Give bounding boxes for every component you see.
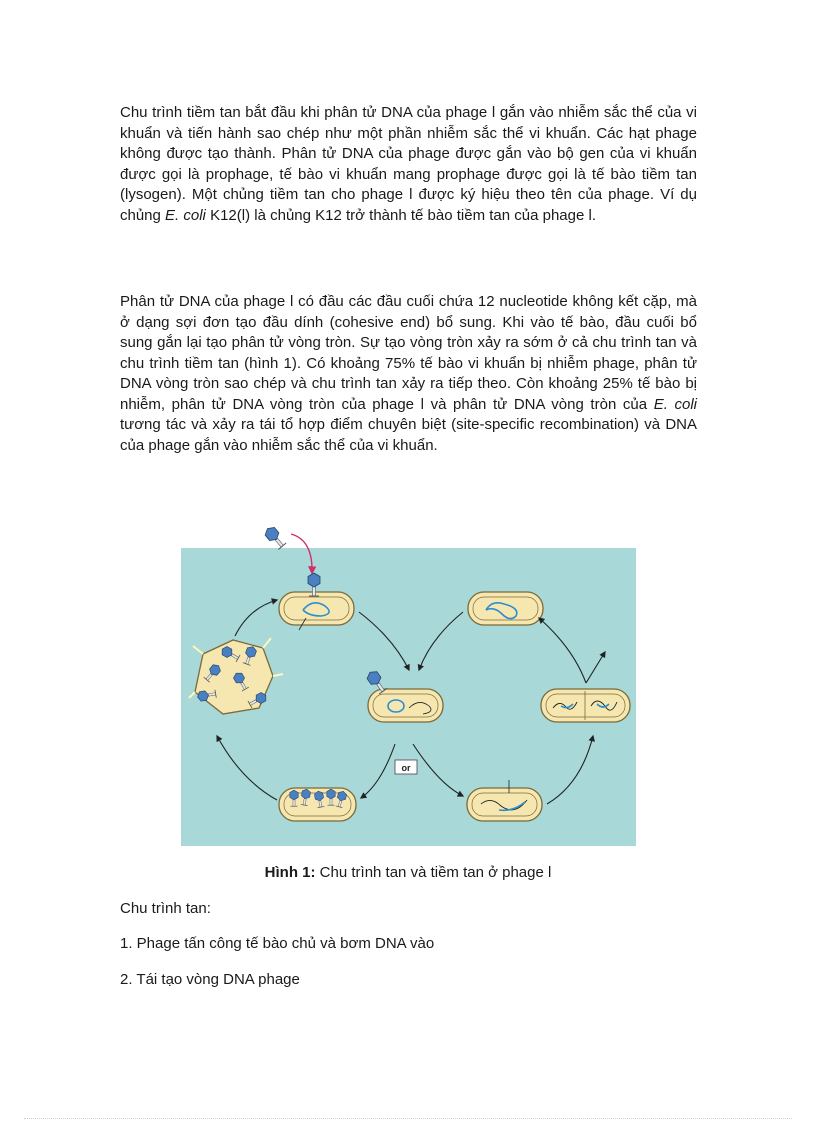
cell-dividing-lysogen — [541, 689, 630, 722]
paragraph-dna-circularization — [120, 292, 697, 456]
lytic-step-1: 1. Phage tấn công tế bào chủ và bơm DNA vào — [120, 935, 435, 952]
incoming-phage-icon — [263, 525, 287, 550]
paragraph1-text-b: K12(l) là chủng K12 trở thành tế bào tiềm tan của phage l. — [205, 206, 596, 224]
caption-text: Chu trình tan và tiềm tan ở phage l — [315, 864, 552, 881]
paragraph1-italic: E. coli — [165, 206, 206, 224]
paragraph2-italic: E. coli — [653, 395, 697, 413]
or-label: or — [401, 763, 411, 773]
page-bottom-rule — [24, 1118, 792, 1119]
cell-lysogen-top — [468, 592, 543, 625]
paragraph-lysogenic-cycle — [120, 103, 697, 226]
paragraph2-text-a: Phân tử DNA của phage l có đầu các đầu cuối chứa 12 nucleotide không kết cặp, mà ở dạng sợi đơn tạo đầu dính (cohesive end) bổ sung. Khi vào tế bào, đầu cuối bổ sung gắn lại tạo phân tử vòng tròn. Sự tạo vòng tròn xảy ra sớm ở cả chu trình tan và chu trình tiềm tan (hình 1). Có khoảng 75% tế bào vi khuẩn bị nhiễm phage, phân tử DNA vòng tròn sao chép và chu trình tan xảy ra tiếp theo. Còn khoảng 25% tế bào bị nhiễm, phân tử DNA vòng tròn của phage l và phân tử DNA vòng tròn của — [120, 293, 697, 413]
phage-lifecycle-figure — [181, 548, 636, 846]
figure-caption — [0, 864, 816, 881]
cell-phage-assembly — [279, 788, 356, 821]
lytic-step-2: 2. Tái tạo vòng DNA phage — [120, 971, 300, 988]
paragraph1-text-a: Chu trình tiềm tan bắt đầu khi phân tử DNA của phage l gắn vào nhiễm sắc thể của vi khuẩn và tiến hành sao chép như một phần nhiễm sắc thể vi khuẩn. Các hạt phage không được tạo thành. Phân tử DNA của phage được gắn vào bộ gen của vi khuẩn được gọi là prophage, tế bào vi khuẩn mang prophage được gọi là tế bào tiềm tan (lysogen). Một chủng tiềm tan cho phage l được ký hiệu theo tên của phage. Ví dụ chủng — [120, 104, 697, 224]
paragraph2-text-b: tương tác và xảy ra tái tổ hợp điểm chuyên biệt (site-specific recombination) và DNA của phage gắn vào nhiễm sắc thể của vi khuẩn. — [120, 416, 697, 454]
lytic-cycle-heading: Chu trình tan: — [120, 900, 211, 917]
caption-label: Hình 1: — [264, 864, 316, 881]
